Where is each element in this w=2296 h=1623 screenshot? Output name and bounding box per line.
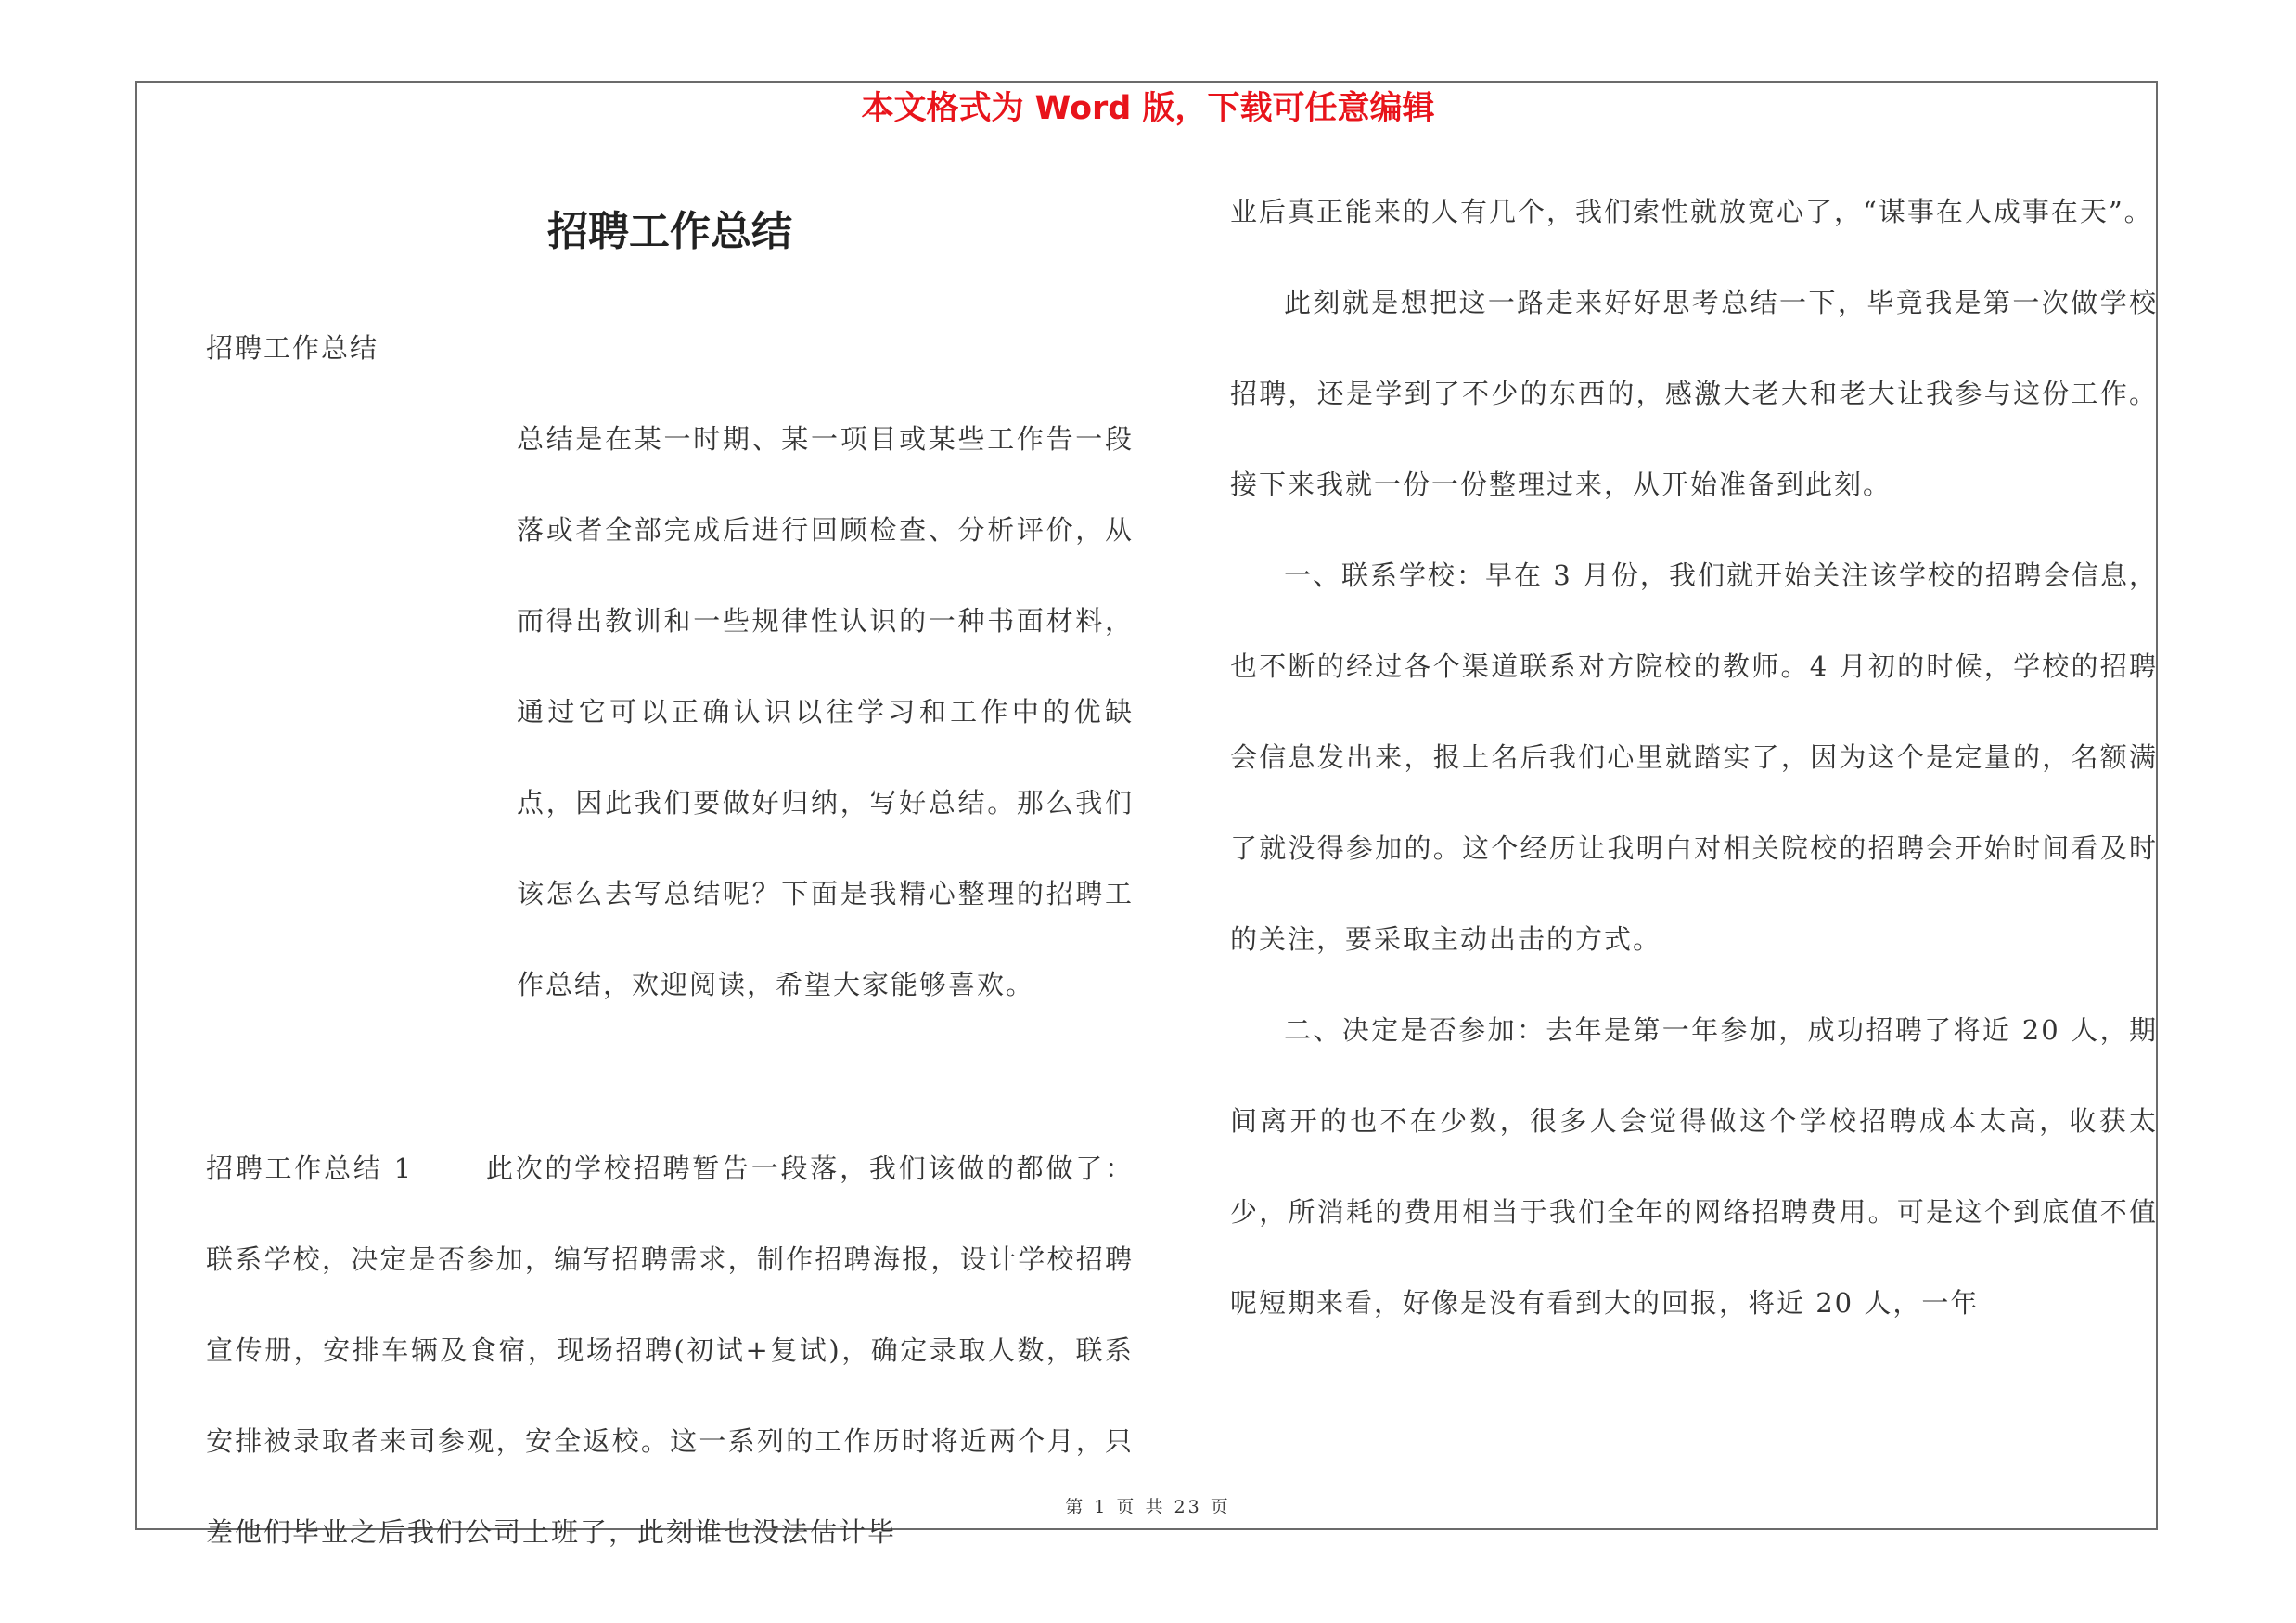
right-column [1230, 166, 2158, 1348]
page-number-footer: 第 1 页 共 23 页 [1065, 1497, 1231, 1517]
paragraph-gap [206, 1030, 1134, 1123]
word-format-banner: 本文格式为 Word 版，下载可任意编辑 [861, 90, 1435, 127]
decide-participation-paragraph: 二、决定是否参加：去年是第一年参加，成功招聘了将近 20 人，期间离开的也不在少数，很多人会觉得做这个学校招聘成本太高，收获太少，所消耗的费用相当于我们全年的网络招聘费用。可是这个到底值不值呢短期来看，好像是没有看到大的回报，将近 20 人，一年 [1230, 1014, 2158, 1319]
subtitle: 招聘工作总结 [206, 332, 379, 364]
left-column [206, 303, 1134, 1578]
document-title: 招聘工作总结 [547, 208, 792, 255]
intro-paragraph: 总结是在某一时期、某一项目或某些工作告一段落或者全部完成后进行回顾检查、分析评价，从而得出教训和一些规律性认识的一种书面材料，通过它可以正确认识以往学习和工作中的优缺点，因此我们要做好归纳，写好总结。那么我们该怎么去写总结呢？下面是我精心整理的招聘工作总结，欢迎阅读，希望大家能够喜欢。 [517, 423, 1134, 1000]
reflection-paragraph: 此刻就是想把这一路走来好好思考总结一下，毕竟我是第一次做学校招聘，还是学到了不少的东西的，感激大老大和老大让我参与这份工作。接下来我就一份一份整理过来，从开始准备到此刻。 [1230, 287, 2158, 500]
section-1-label: 招聘工作总结 1 [206, 1153, 414, 1184]
continuation-paragraph: 业后真正能来的人有几个，我们索性就放宽心了，“谋事在人成事在天”。 [1230, 196, 2153, 227]
contact-schools-paragraph: 一、联系学校：早在 3 月份，我们就开始关注该学校的招聘会信息，也不断的经过各个渠道联系对方院校的教师。4 月初的时候，学校的招聘会信息发出来，报上名后我们心里就踏实了，因为这个是定量的，名额满了就没得参加的。这个经历让我明白对相关院校的招聘会开始时间看及时的关注，要采取主动出击的方式。 [1230, 560, 2158, 955]
section-1-text: 此次的学校招聘暂告一段落，我们该做的都做了：联系学校，决定是否参加，编写招聘需求，制作招聘海报，设计学校招聘宣传册，安排车辆及食宿，现场招聘(初试+复试)，确定录取人数，联系安排被录取者来司参观，安全返校。这一系列的工作历时将近两个月，只差他们毕业之后我们公司上班了，此刻谁也没法估计毕 [206, 1153, 1134, 1548]
